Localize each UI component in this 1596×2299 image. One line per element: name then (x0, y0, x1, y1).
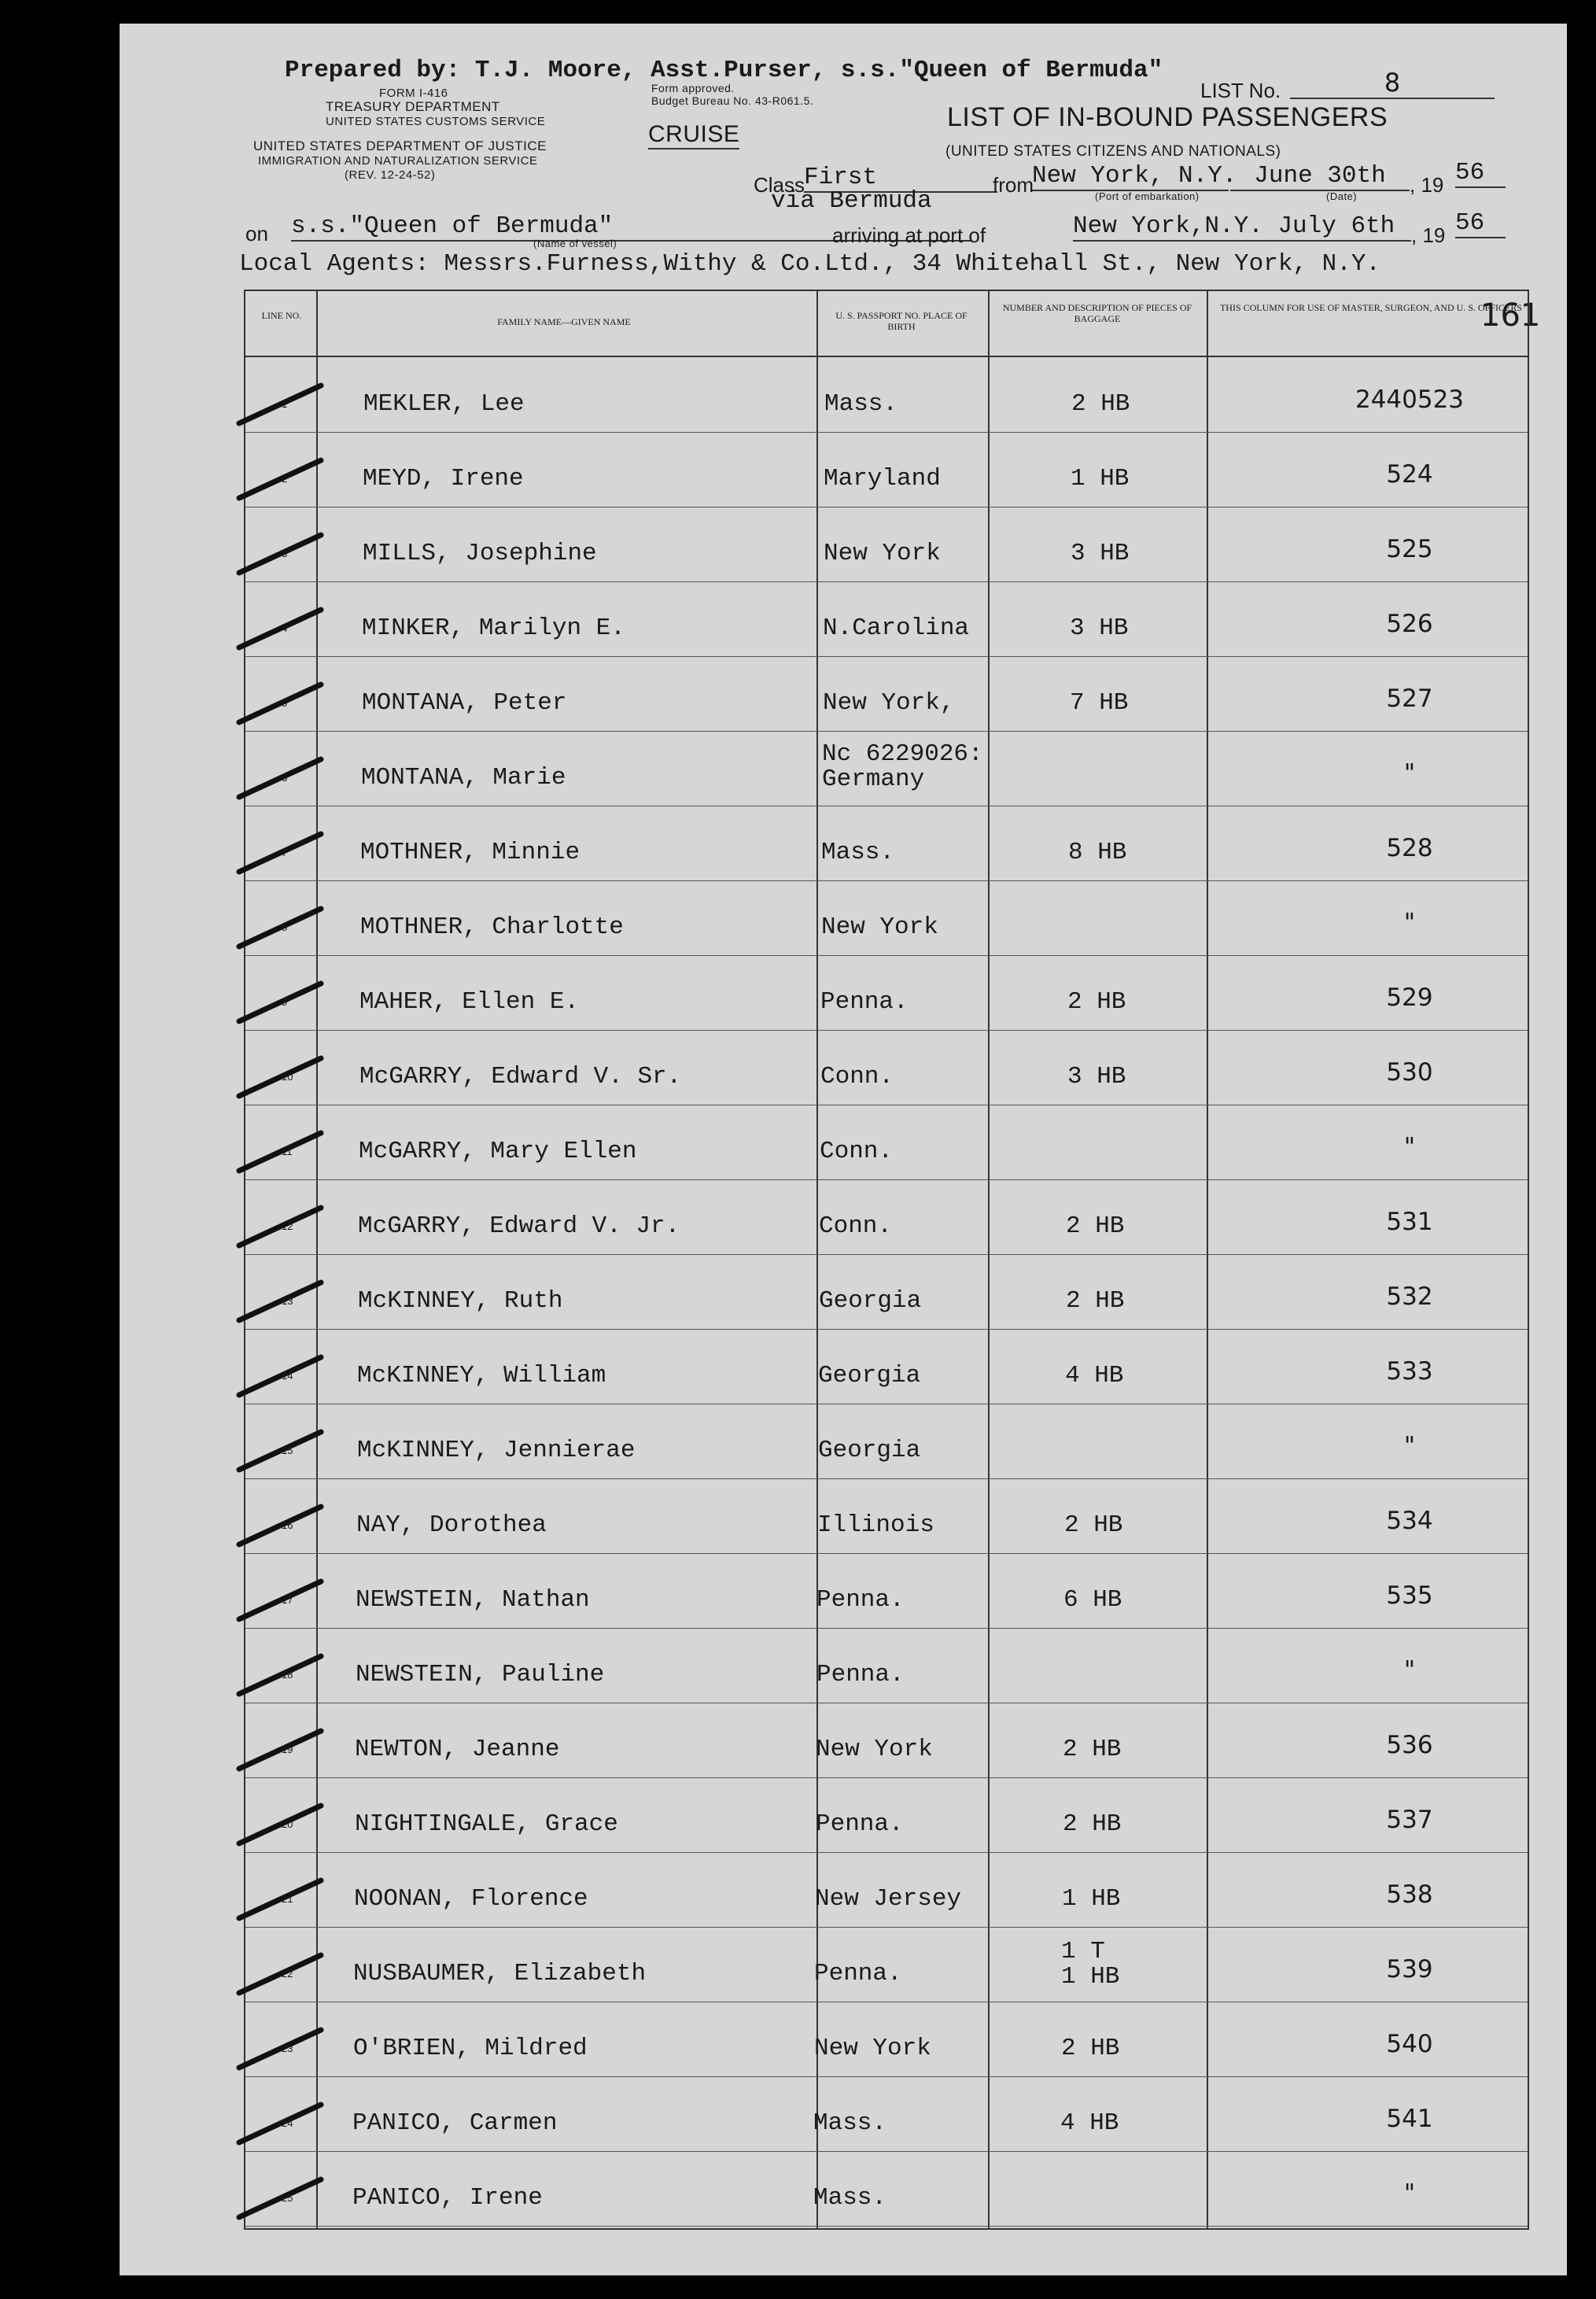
line-number: 19 (282, 1744, 293, 1755)
officer-number: " (1403, 1133, 1416, 1161)
birthplace: Mass. (824, 390, 898, 418)
passenger-name: PANICO, Carmen (352, 2109, 558, 2137)
table-row (245, 806, 1528, 881)
officer-number: 524 (1386, 460, 1433, 489)
birthplace: Mass. (821, 839, 895, 866)
birthplace: Conn. (820, 1063, 894, 1090)
baggage: 2 HB (1067, 988, 1126, 1016)
class-label: Class (754, 173, 805, 197)
table-row (245, 1927, 1528, 2002)
table-row (245, 2076, 1528, 2152)
passenger-name: MILLS, Josephine (363, 540, 597, 567)
passenger-name: McKINNEY, William (357, 1362, 606, 1389)
list-title: LIST OF IN-BOUND PASSENGERS (947, 102, 1388, 132)
baggage: 4 HB (1065, 1362, 1124, 1389)
port-of-embarkation: New York, N.Y. (1032, 162, 1237, 190)
line-number: 12 (282, 1220, 293, 1232)
line-number: 21 (282, 1893, 293, 1905)
line-number: 4 (282, 622, 288, 634)
birthplace: Penna. (816, 1810, 904, 1838)
passenger-table (244, 290, 1529, 2230)
baggage: 1 HB (1062, 1885, 1121, 1913)
header-baggage: NUMBER AND DESCRIPTION OF PIECES OF BAGGAGE (1002, 302, 1192, 324)
table-row (245, 2151, 1528, 2227)
passenger-name: MEYD, Irene (363, 465, 524, 493)
officer-number: 539 (1386, 1955, 1433, 1983)
arrival-year: 56 (1455, 209, 1506, 238)
officer-number: 527 (1386, 685, 1433, 713)
officer-number: 535 (1386, 1581, 1433, 1610)
manifest-sheet (120, 24, 1567, 2275)
passenger-name: MONTANA, Marie (361, 764, 566, 792)
line-number: 9 (282, 996, 288, 1008)
arriving-label: arriving at port of (832, 223, 986, 247)
baggage: 6 HB (1063, 1586, 1122, 1614)
baggage: 2 HB (1064, 1511, 1123, 1539)
department-of-justice: UNITED STATES DEPARTMENT OF JUSTICE (253, 138, 547, 153)
customs-service: UNITED STATES CUSTOMS SERVICE (326, 115, 546, 128)
officer-number: 530 (1386, 1058, 1433, 1087)
birthplace: New York, (823, 689, 955, 717)
baggage: 2 HB (1071, 390, 1130, 418)
budget-bureau: Budget Bureau No. 43-R061.5. (651, 94, 814, 107)
birthplace: New York (816, 1736, 933, 1763)
baggage: 2 HB (1063, 1810, 1122, 1838)
table-row (245, 1777, 1528, 1853)
officer-number: 531 (1386, 1208, 1433, 1236)
officer-number: " (1403, 2179, 1416, 2208)
officer-number: 533 (1386, 1357, 1433, 1386)
officer-number: 536 (1386, 1731, 1433, 1759)
birthplace: Penna. (816, 1661, 905, 1688)
on-label: on (245, 222, 268, 245)
prepared-by: Prepared by: T.J. Moore, Asst.Purser, s.s."Queen of Bermuda" (285, 57, 1163, 84)
list-no-value: 8 (1290, 68, 1495, 99)
form-number: FORM I-416 (379, 87, 448, 100)
line-number: 25 (282, 2192, 293, 2204)
table-row (245, 2002, 1528, 2077)
line-number: 10 (282, 1071, 293, 1083)
list-subtitle: (UNITED STATES CITIZENS AND NATIONALS) (945, 143, 1281, 160)
port-caption: (Port of embarkation) (1095, 190, 1200, 202)
line-number: 14 (282, 1370, 293, 1382)
line-number: 23 (282, 2043, 293, 2054)
passenger-name: McGARRY, Edward V. Sr. (359, 1063, 682, 1090)
baggage: 4 HB (1060, 2109, 1119, 2137)
birthplace: Georgia (818, 1362, 921, 1389)
birthplace: Georgia (819, 1287, 922, 1315)
baggage: 1 T (1061, 1938, 1105, 1965)
officer-number: " (1403, 909, 1416, 937)
passenger-name: MONTANA, Peter (362, 689, 567, 717)
arrival-port-date: New York,N.Y. July 6th (1073, 212, 1411, 242)
officer-number: 2440523 (1355, 386, 1465, 414)
baggage-line2: 1 HB (1061, 1963, 1120, 1991)
birthplace: New York (824, 540, 941, 567)
cruise-label: CRUISE (648, 121, 739, 149)
passenger-name: MOTHNER, Minnie (360, 839, 581, 866)
officer-number: 528 (1386, 834, 1433, 862)
birthplace: N.Carolina (823, 614, 970, 642)
table-row (245, 880, 1528, 956)
officer-number: " (1403, 1656, 1416, 1685)
passenger-name: NEWTON, Jeanne (355, 1736, 560, 1763)
table-row (245, 357, 1528, 433)
baggage: 2 HB (1063, 1736, 1122, 1763)
line-number: 3 (282, 548, 288, 559)
birthplace: Penna. (816, 1586, 905, 1614)
class-value: First (804, 164, 997, 193)
table-row (245, 1553, 1528, 1629)
vessel-caption: (Name of vessel) (533, 238, 617, 249)
baggage: 1 HB (1071, 465, 1130, 493)
line-number: 1 (282, 398, 288, 410)
officer-number: 532 (1386, 1282, 1433, 1311)
birthplace: Conn. (819, 1212, 893, 1240)
treasury-department: TREASURY DEPARTMENT (326, 99, 500, 114)
birthplace: Penna. (814, 1960, 902, 1987)
passenger-name: NEWSTEIN, Pauline (356, 1661, 605, 1688)
birthplace: Maryland (824, 465, 941, 493)
line-number: 2 (282, 473, 288, 485)
officer-number: 538 (1386, 1880, 1433, 1909)
table-row (245, 1478, 1528, 1554)
birthplace: Nc 6229026: (822, 740, 983, 768)
date-caption: (Date) (1326, 190, 1358, 202)
table-row (245, 1329, 1528, 1404)
birthplace: New York (821, 913, 938, 941)
birthplace: Georgia (818, 1437, 921, 1464)
page-number: 161 (1480, 297, 1541, 334)
table-row (245, 731, 1528, 806)
vessel-name: s.s."Queen of Bermuda" (291, 212, 972, 242)
line-number: 17 (282, 1594, 293, 1606)
table-row (245, 1628, 1528, 1703)
birthplace-line2: Germany (822, 766, 925, 793)
arrival-year-prefix: , 19 (1411, 223, 1446, 247)
birthplace: Conn. (820, 1138, 894, 1165)
form-approved: Form approved. (651, 82, 735, 94)
passenger-name: PANICO, Irene (352, 2184, 543, 2212)
header-line-no: LINE NO. (261, 310, 302, 321)
passenger-name: NOONAN, Florence (354, 1885, 588, 1913)
baggage: 7 HB (1070, 689, 1129, 717)
officer-number: 534 (1386, 1507, 1433, 1535)
officer-number: 537 (1386, 1806, 1433, 1834)
table-row (245, 507, 1528, 582)
header-passport: U. S. PASSPORT NO. PLACE OF BIRTH (835, 310, 968, 332)
list-no-label: LIST No. (1200, 79, 1281, 102)
passenger-name: NUSBAUMER, Elizabeth (353, 1960, 647, 1987)
line-number: 16 (282, 1519, 293, 1531)
table-row (245, 955, 1528, 1031)
immigration-service: IMMIGRATION AND NATURALIZATION SERVICE (258, 154, 538, 168)
line-number: 6 (282, 772, 288, 784)
line-number: 5 (282, 697, 288, 709)
birthplace: Mass. (813, 2109, 887, 2137)
table-row (245, 1703, 1528, 1778)
line-number: 13 (282, 1295, 293, 1307)
passenger-name: MOTHNER, Charlotte (360, 913, 624, 941)
baggage: 8 HB (1068, 839, 1127, 866)
table-row (245, 1852, 1528, 1928)
baggage: 3 HB (1070, 614, 1129, 642)
baggage: 3 HB (1067, 1063, 1126, 1090)
line-number: 11 (282, 1146, 293, 1157)
table-row (245, 1179, 1528, 1255)
local-agents: Local Agents: Messrs.Furness,Withy & Co.Ltd., 34 Whitehall St., New York, N.Y. (239, 250, 1381, 278)
line-number: 18 (282, 1669, 293, 1681)
passenger-name: O'BRIEN, Mildred (353, 2035, 588, 2062)
passenger-name: McGARRY, Mary Ellen (359, 1138, 637, 1165)
table-row (245, 1254, 1528, 1330)
header-officers: THIS COLUMN FOR USE OF MASTER, SURGEON, AND U. S. OFFICERS (1219, 302, 1523, 313)
embarkation-year: 56 (1455, 159, 1506, 188)
birthplace: Illinois (817, 1511, 934, 1539)
table-row (245, 1030, 1528, 1105)
baggage: 3 HB (1071, 540, 1130, 567)
passenger-name: MAHER, Ellen E. (359, 988, 580, 1016)
passenger-name: MINKER, Marilyn E. (362, 614, 625, 642)
officer-number: 541 (1386, 2105, 1433, 2133)
officer-number: 525 (1386, 535, 1433, 563)
birthplace: Mass. (813, 2184, 887, 2212)
officer-number: " (1403, 759, 1416, 788)
table-row (245, 1105, 1528, 1180)
birthplace: Penna. (820, 988, 909, 1016)
officer-number: " (1403, 1432, 1416, 1460)
revision-date: (REV. 12-24-52) (345, 168, 436, 182)
passenger-name: NAY, Dorothea (356, 1511, 547, 1539)
embarkation-date: June 30th (1230, 162, 1410, 191)
baggage: 2 HB (1066, 1287, 1125, 1315)
line-number: 15 (282, 1445, 293, 1456)
passenger-name: NEWSTEIN, Nathan (356, 1586, 590, 1614)
line-number: 22 (282, 1968, 293, 1980)
officer-number: 540 (1386, 2030, 1433, 2058)
line-number: 7 (282, 847, 288, 858)
passenger-name: McKINNEY, Jennierae (357, 1437, 636, 1464)
baggage: 2 HB (1061, 2035, 1120, 2062)
passenger-name: McGARRY, Edward V. Jr. (358, 1212, 680, 1240)
officer-number: 526 (1386, 610, 1433, 638)
table-row (245, 1404, 1528, 1479)
table-row (245, 656, 1528, 732)
baggage: 2 HB (1066, 1212, 1125, 1240)
from-label: from (993, 173, 1034, 197)
line-number: 8 (282, 921, 288, 933)
passenger-name: McKINNEY, Ruth (358, 1287, 563, 1315)
header-name: FAMILY NAME—GIVEN NAME (497, 316, 631, 327)
birthplace: New York (814, 2035, 931, 2062)
officer-number: 529 (1386, 983, 1433, 1012)
from-year-prefix: , 19 (1410, 173, 1444, 197)
line-number: 24 (282, 2117, 293, 2129)
line-number: 20 (282, 1818, 293, 1830)
table-row (245, 432, 1528, 507)
birthplace: New Jersey (815, 1885, 962, 1913)
passenger-name: MEKLER, Lee (363, 390, 525, 418)
via-bermuda: via Bermuda (771, 187, 932, 215)
table-row (245, 581, 1528, 657)
passenger-name: NIGHTINGALE, Grace (355, 1810, 618, 1838)
